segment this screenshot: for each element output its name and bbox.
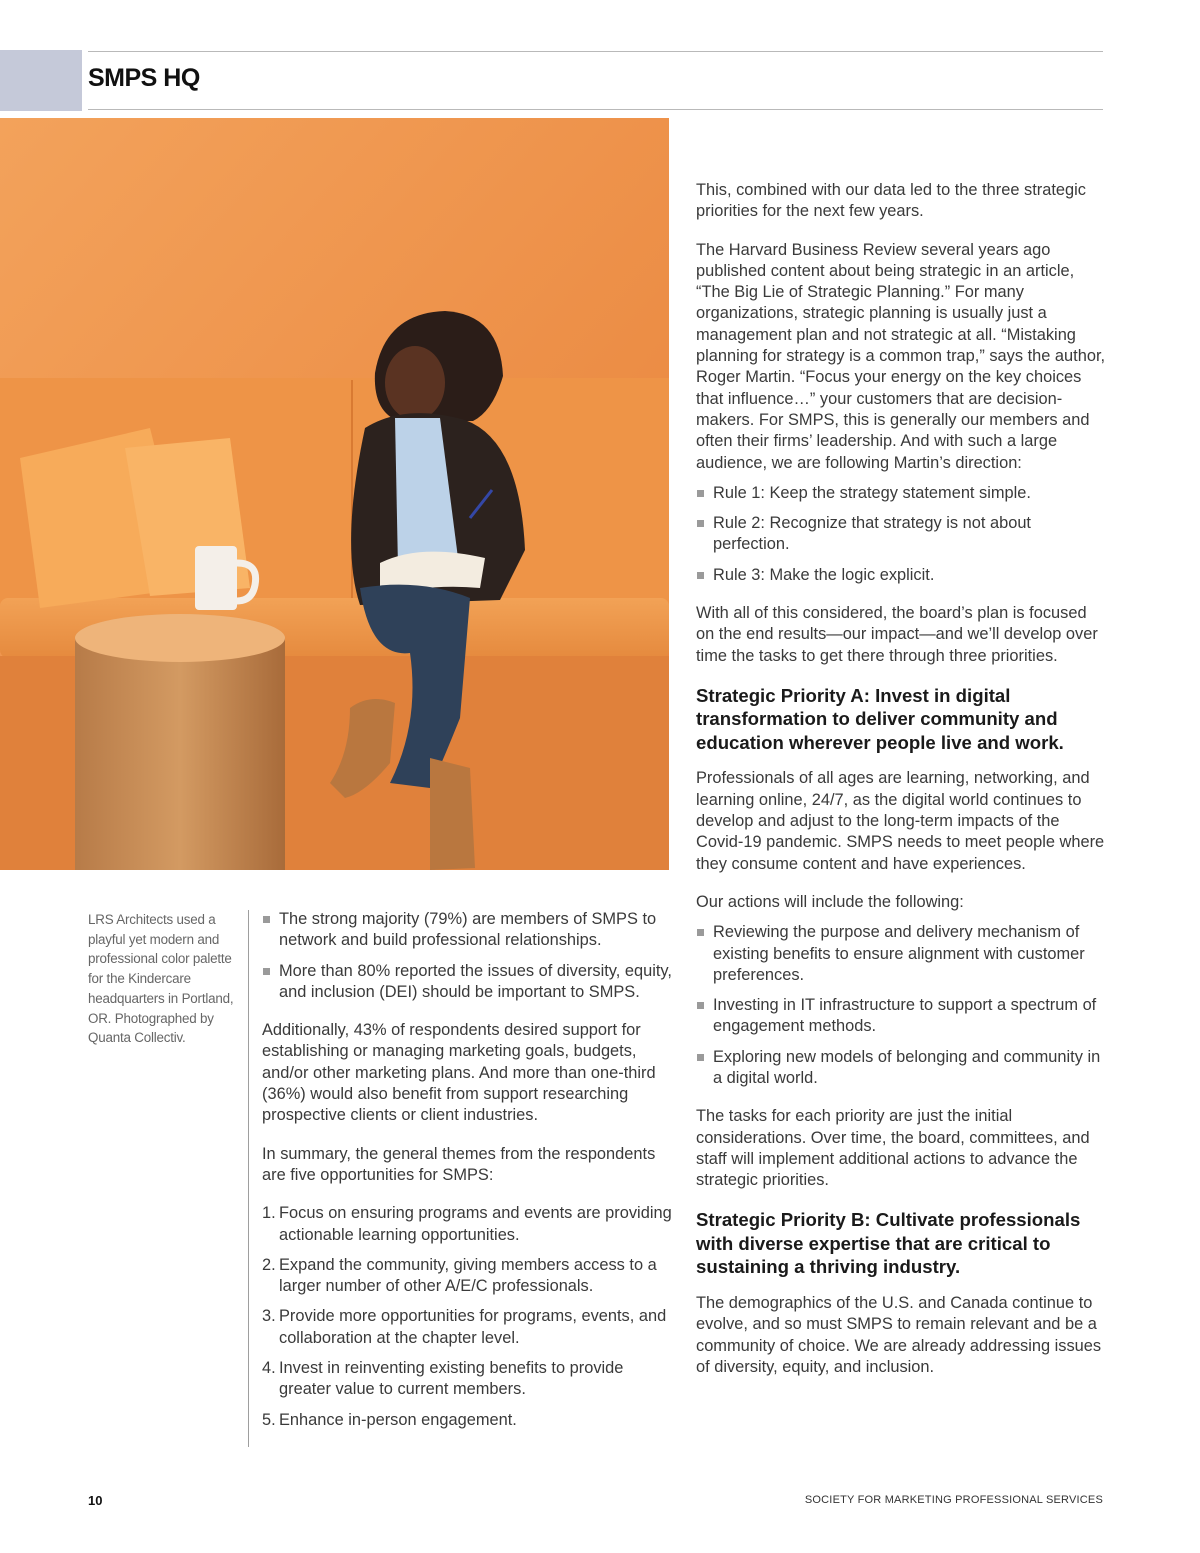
list-text: Invest in reinventing existing benefits to provide greater value to current members. — [279, 1359, 624, 1399]
body-paragraph: This, combined with our data led to the three strategic priorities for the next few years. — [696, 181, 1086, 221]
list-item: Reviewing the purpose and delivery mechanism of existing benefits to ensure alignment with customer preferences. — [696, 922, 1106, 986]
list-item — [262, 1203, 672, 1246]
actions-list — [696, 922, 1106, 1089]
caption-divider — [248, 910, 249, 1447]
section-title: SMPS HQ — [88, 64, 200, 92]
middle-column — [262, 909, 672, 1440]
header-top-rule — [88, 51, 1103, 52]
survey-bullet-list — [262, 909, 672, 1003]
photo-caption: LRS Architects used a playful yet modern and professional color palette for the Kindercare headquarters in Portland, OR. Photographed by Quanta Collectiv. — [88, 912, 234, 1046]
coffee-mug — [195, 546, 237, 610]
header-bottom-rule — [88, 109, 1103, 110]
list-number: 2. — [262, 1255, 276, 1274]
body-paragraph: With all of this considered, the board’s plan is focused on the end results—our impact—and we’ll develop over time the tasks to get there through three priorities. — [696, 604, 1098, 665]
priority-a-heading: Strategic Priority A: Invest in digital transformation to deliver community and education wherever people live and work. — [696, 684, 1064, 753]
list-item: More than 80% reported the issues of diversity, equity, and inclusion (DEI) should be important to SMPS. — [262, 961, 672, 1004]
list-text: Expand the community, giving members access to a larger number of other A/E/C professionals. — [279, 1255, 657, 1296]
header-accent-tab — [0, 50, 82, 111]
body-paragraph: The demographics of the U.S. and Canada continue to evolve, and so must SMPS to remain relevant and be a community of choice. We are already addressing issues of diversity, equity, and inclusion. — [696, 1293, 1102, 1376]
page-number: 10 — [88, 1493, 103, 1508]
body-paragraph: Our actions will include the following: — [696, 892, 964, 911]
list-item — [262, 1410, 672, 1431]
body-paragraph: In summary, the general themes from the respondents are five opportunities for SMPS: — [262, 1144, 656, 1184]
list-number: 5. — [262, 1410, 276, 1429]
list-item: Investing in IT infrastructure to support a spectrum of engagement methods. — [696, 995, 1106, 1038]
round-side-table — [75, 638, 285, 870]
list-item: The strong majority (79%) are members of SMPS to network and build professional relationships. — [262, 909, 672, 952]
list-text: Provide more opportunities for programs, events, and collaboration at the chapter level. — [279, 1307, 667, 1347]
priority-b-heading: Strategic Priority B: Cultivate professionals with diverse expertise that are critical to sustaining a thriving industry. — [696, 1209, 1081, 1278]
hero-photo — [0, 118, 669, 870]
body-paragraph: Professionals of all ages are learning, networking, and learning online, 24/7, as the digital world continues to develop and adjust to the long-term impacts of the Covid-19 pandemic. SMPS needs to meet people where they consume content and have experiences. — [696, 769, 1105, 873]
list-text: Focus on ensuring programs and events are providing actionable learning opportunities. — [279, 1204, 672, 1244]
body-paragraph: Additionally, 43% of respondents desired support for establishing or managing marketing goals, budgets, and/or other marketing plans. And more than one-third (36%) would also benefit from support researching prospective clients or client industries. — [262, 1021, 656, 1125]
list-item — [262, 1255, 672, 1298]
list-item: Exploring new models of belonging and community in a digital world. — [696, 1047, 1106, 1090]
body-paragraph: The tasks for each priority are just the initial considerations. Over time, the board, committees, and staff will implement additional actions to advance the strategic priorities. — [696, 1107, 1090, 1190]
list-number: 3. — [262, 1307, 276, 1326]
list-item: Rule 3: Make the logic explicit. — [696, 565, 1106, 586]
list-item — [262, 1306, 672, 1349]
boot-right — [430, 758, 475, 870]
list-item: Rule 1: Keep the strategy statement simple. — [696, 483, 1106, 504]
list-number: 4. — [262, 1359, 276, 1378]
body-paragraph: The Harvard Business Review several years ago published content about being strategic in an article, “The Big Lie of Strategic Planning.” For many organizations, strategic planning is usually just a management plan and not strategic at all. “Mistaking planning for strategy is a common trap,” says the author, Roger Martin. “Focus your energy on the key choices that influence…” your customers that are decision-makers. For SMPS, this is generally our members and often their firms’ leadership. And with such a large audience, we are following Martin’s direction: — [696, 240, 1106, 472]
rules-list — [696, 483, 1106, 586]
list-item: Rule 2: Recognize that strategy is not about perfection. — [696, 513, 1106, 556]
list-number: 1. — [262, 1204, 276, 1223]
opportunities-list — [262, 1203, 672, 1431]
footer-organization: SOCIETY FOR MARKETING PROFESSIONAL SERVICES — [804, 1494, 1103, 1506]
right-column — [696, 180, 1106, 1395]
list-item — [262, 1358, 672, 1401]
list-text: Enhance in-person engagement. — [279, 1410, 517, 1429]
